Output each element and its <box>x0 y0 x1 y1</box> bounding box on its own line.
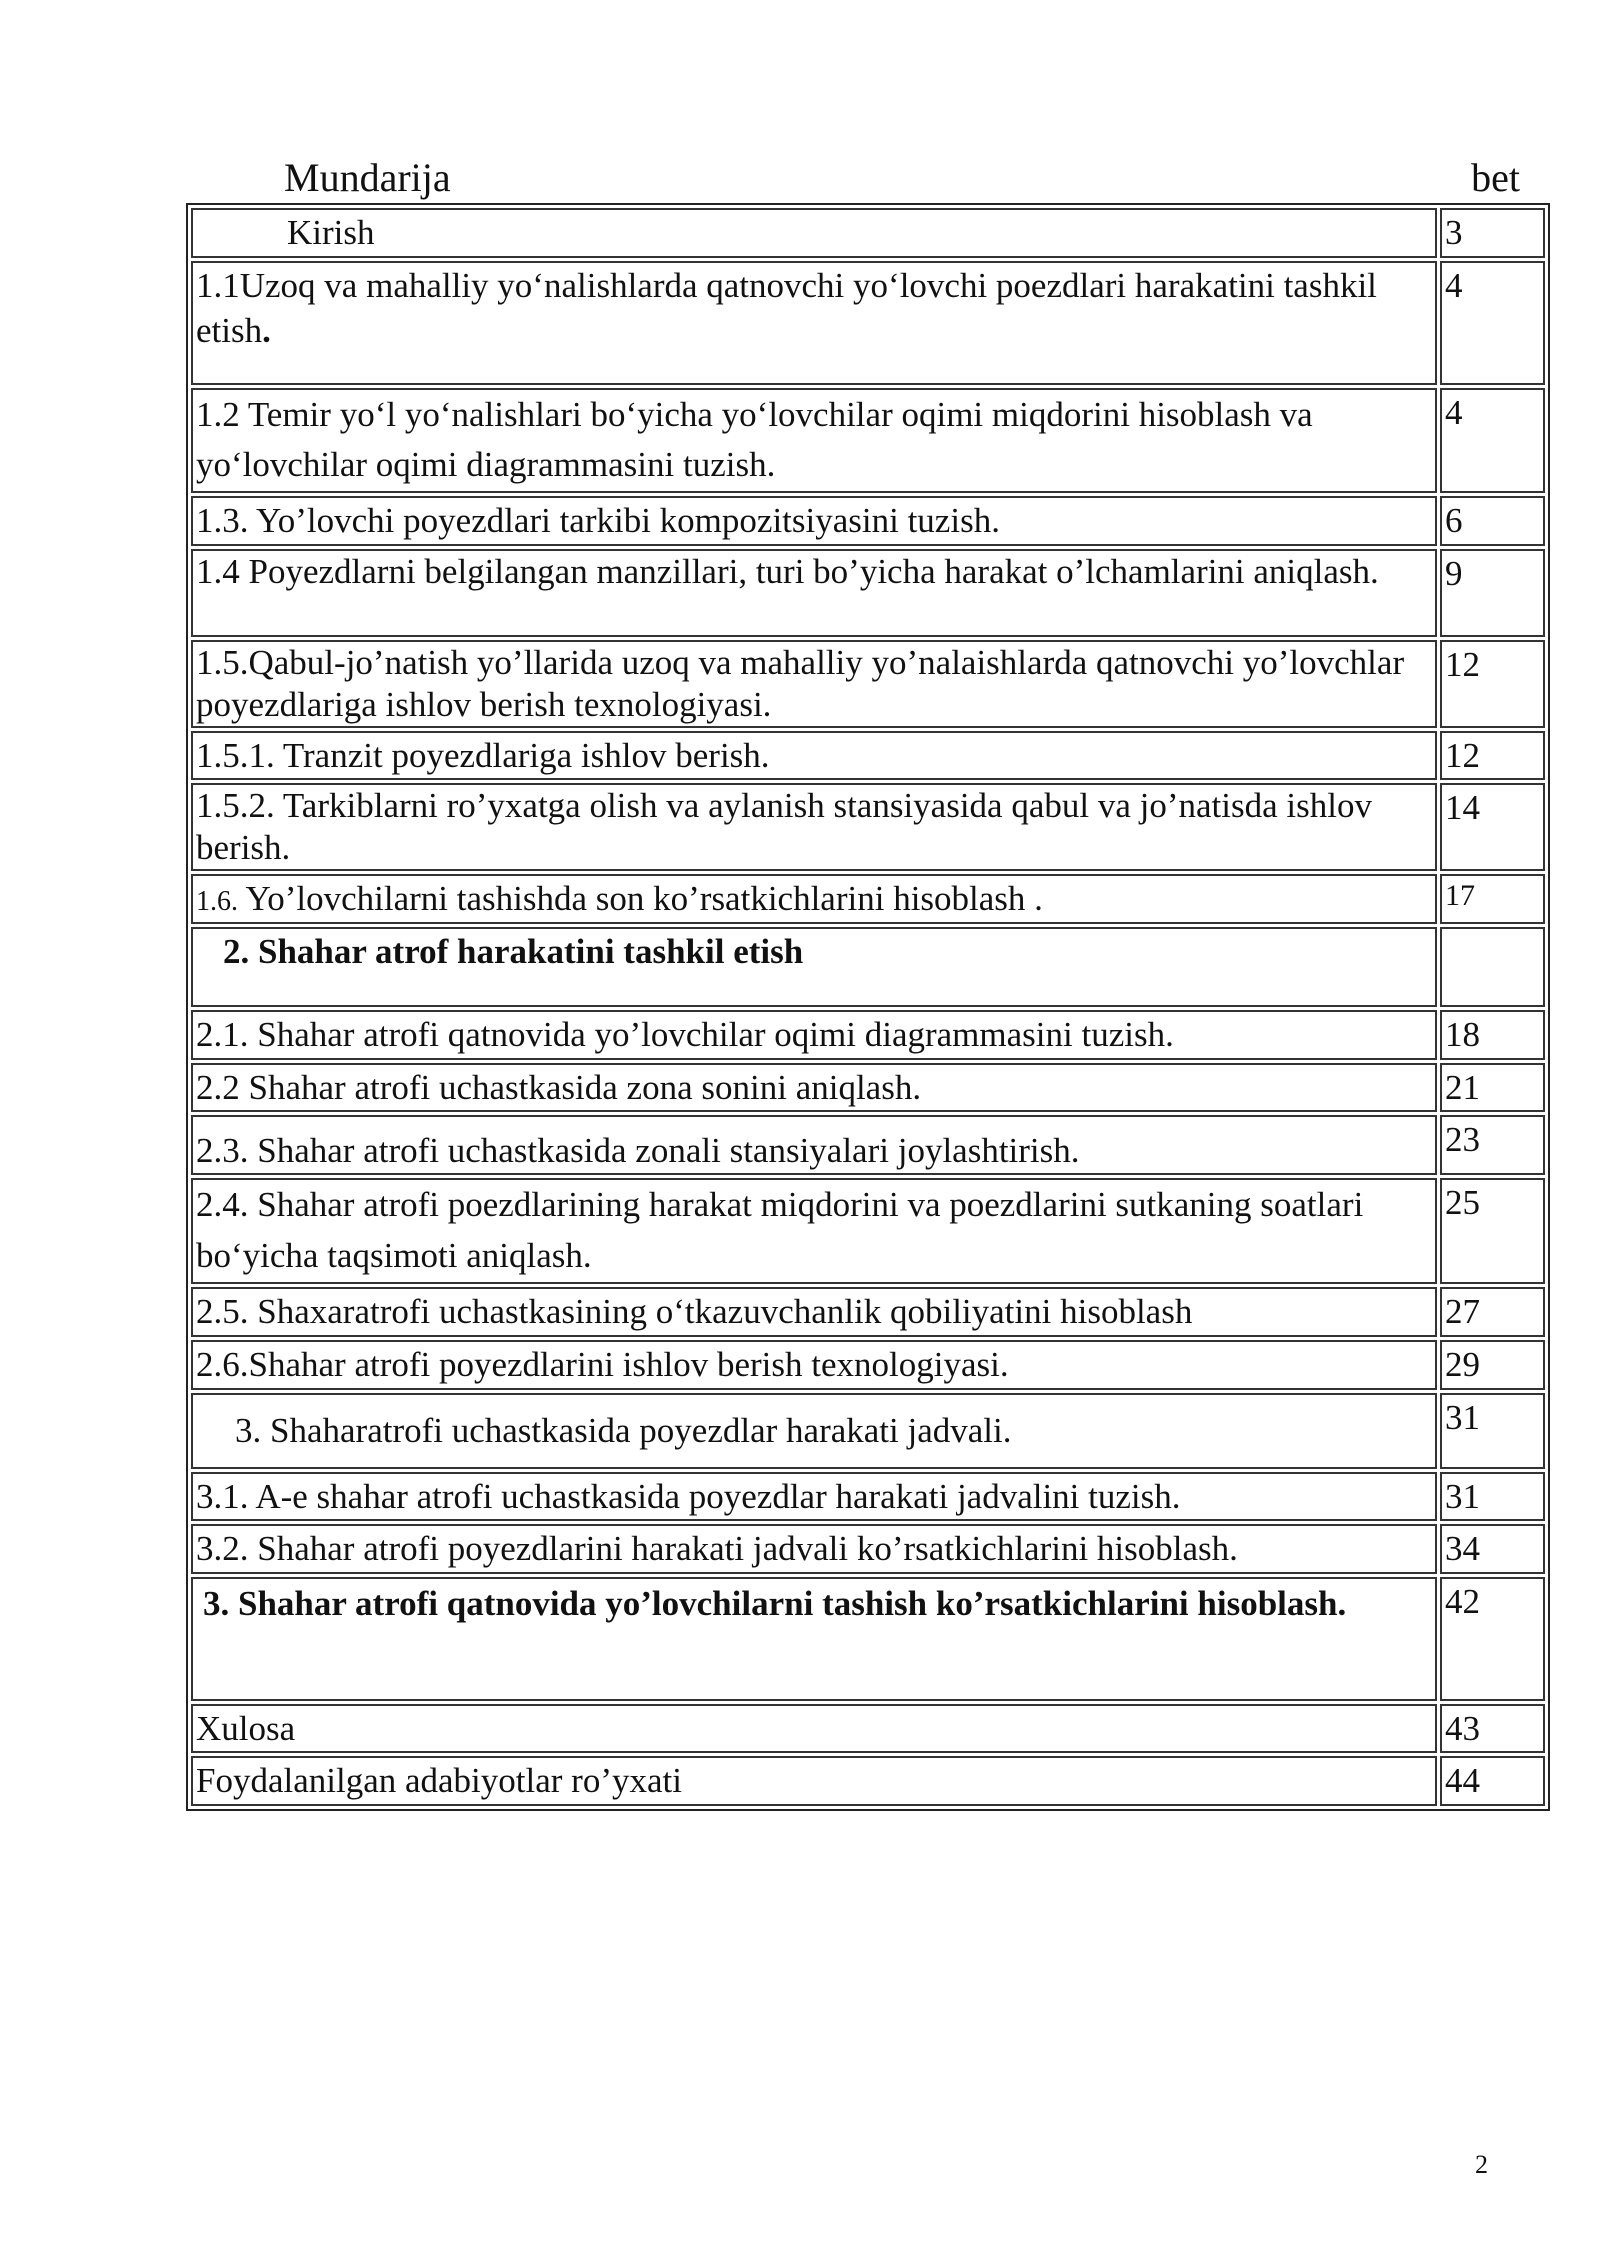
toc-entry-text: 1.5.1. Tranzit poyezdlariga ishlov berish. <box>191 731 1437 781</box>
toc-row <box>191 874 1545 924</box>
toc-entry-page: 4 <box>1440 261 1545 385</box>
toc-entry-text-main: 1.1Uzoq va mahalliy yo‘nalishlarda qatnovchi yo‘lovchi poezdlari harakatini tashkil etish <box>196 265 1377 350</box>
toc-section-heading: 2. Shahar atrof harakatini tashkil etish <box>191 927 1437 1007</box>
toc-entry-text: 2.2 Shahar atrofi uchastkasida zona sonini aniqlash. <box>191 1063 1437 1113</box>
toc-row <box>191 388 1545 494</box>
toc-entry-text: Kirish <box>191 208 1437 258</box>
toc-row <box>191 496 1545 546</box>
toc-row <box>191 549 1545 637</box>
toc-row <box>191 927 1545 1007</box>
toc-entry-page: 14 <box>1440 783 1545 871</box>
toc-section-heading <box>191 1577 1437 1701</box>
toc-entry-page: 9 <box>1440 549 1545 637</box>
toc-row <box>191 208 1545 258</box>
toc-section-heading-text: 3. Shahar atrofi qatnovida yo’lovchilarni tashish ko’rsatkichlarini hisoblash. <box>203 1583 1347 1623</box>
toc-entry-page: 17 <box>1440 874 1545 924</box>
toc-entry-text: 2.1. Shahar atrofi qatnovida yo’lovchilar oqimi diagrammasini tuzish. <box>191 1010 1437 1060</box>
toc-entry-text: Foydalanilgan adabiyotlar ro’yxati <box>191 1756 1437 1806</box>
toc-entry-page: 29 <box>1440 1340 1545 1390</box>
toc-entry-text <box>191 874 1437 924</box>
toc-entry-page: 3 <box>1440 208 1545 258</box>
toc-entry-text: 3.1. A-e shahar atrofi uchastkasida poyezdlar harakati jadvalini tuzish. <box>191 1472 1437 1522</box>
toc-entry-page: 25 <box>1440 1178 1545 1284</box>
toc-entry-text: 3.2. Shahar atrofi poyezdlarini harakati jadvali ko’rsatkichlarini hisoblash. <box>191 1524 1437 1574</box>
toc-row <box>191 1287 1545 1337</box>
toc-row <box>191 1010 1545 1060</box>
toc-row <box>191 1393 1545 1469</box>
toc-header <box>186 150 1550 200</box>
toc-entry-page: 4 <box>1440 388 1545 494</box>
toc-row <box>191 261 1545 385</box>
toc-entry-page: 23 <box>1440 1115 1545 1175</box>
page-number: 2 <box>1475 2150 1488 2179</box>
toc-row <box>191 731 1545 781</box>
toc-row <box>191 1756 1545 1806</box>
toc-entry-text: 1.5.Qabul-jo’natish yo’llarida uzoq va mahalliy yo’nalaishlarda qatnovchi yo’lovchlar poyezdlariga ishlov berish texnologiyasi. <box>191 640 1437 728</box>
toc-row <box>191 1577 1545 1701</box>
toc-entry-page <box>1440 927 1545 1007</box>
toc-row <box>191 1704 1545 1754</box>
toc-row <box>191 1063 1545 1113</box>
toc-entry-page: 43 <box>1440 1704 1545 1754</box>
toc-entry-text: 2.4. Shahar atrofi poezdlarining harakat miqdorini va poezdlarini sutkaning soatlari bo‘yicha taqsimoti aniqlash. <box>191 1178 1437 1284</box>
toc-entry-page: 12 <box>1440 640 1545 728</box>
toc-row <box>191 1524 1545 1574</box>
toc-entry-text: 2.5. Shaxaratrofi uchastkasining o‘tkazuvchanlik qobiliyatini hisoblash <box>191 1287 1437 1337</box>
toc-entry-page: 27 <box>1440 1287 1545 1337</box>
toc-entry-page: 21 <box>1440 1063 1545 1113</box>
toc-row <box>191 783 1545 871</box>
toc-entry-text-suffix: . <box>262 311 271 350</box>
toc-entry-page: 44 <box>1440 1756 1545 1806</box>
toc-entry-text: Xulosa <box>191 1704 1437 1754</box>
toc-entry-text: 1.5.2. Tarkiblarni ro’yxatga olish va aylanish stansiyasida qabul va jo’natisda ishlov berish. <box>191 783 1437 871</box>
toc-entry-page: 31 <box>1440 1393 1545 1469</box>
toc-entry-text: 3. Shaharatrofi uchastkasida poyezdlar harakati jadvali. <box>191 1393 1437 1469</box>
toc-entry-text: 1.2 Temir yo‘l yo‘nalishlari bo‘yicha yo‘lovchilar oqimi miqdorini hisoblash va yo‘lovchilar oqimi diagrammasini tuzish. <box>191 388 1437 494</box>
toc-entry-page: 18 <box>1440 1010 1545 1060</box>
toc-entry-page: 42 <box>1440 1577 1545 1701</box>
toc-entry-text: 2.3. Shahar atrofi uchastkasida zonali stansiyalari joylashtirish. <box>191 1115 1437 1175</box>
toc-entry-page: 34 <box>1440 1524 1545 1574</box>
toc-entry-page: 12 <box>1440 731 1545 781</box>
toc-row <box>191 1340 1545 1390</box>
toc-entry-text: 1.4 Poyezdlarni belgilangan manzillari, turi bo’yicha harakat o’lchamlarini aniqlash. <box>191 549 1437 637</box>
table-of-contents <box>186 203 1550 1811</box>
toc-entry-text: 1.3. Yo’lovchi poyezdlari tarkibi kompozitsiyasini tuzish. <box>191 496 1437 546</box>
toc-row <box>191 1472 1545 1522</box>
toc-row <box>191 640 1545 728</box>
toc-entry-text-main: Yo’lovchilarni tashishda son ko’rsatkichlarini hisoblash . <box>238 879 1043 918</box>
toc-entry-text <box>191 261 1437 385</box>
toc-entry-prefix: 1.6. <box>196 886 238 917</box>
page-column-label: bet <box>1471 155 1520 200</box>
toc-entry-page: 6 <box>1440 496 1545 546</box>
toc-title: Mundarija <box>284 155 451 200</box>
toc-row <box>191 1178 1545 1284</box>
toc-row <box>191 1115 1545 1175</box>
toc-entry-page: 31 <box>1440 1472 1545 1522</box>
toc-entry-text: 2.6.Shahar atrofi poyezdlarini ishlov berish texnologiyasi. <box>191 1340 1437 1390</box>
